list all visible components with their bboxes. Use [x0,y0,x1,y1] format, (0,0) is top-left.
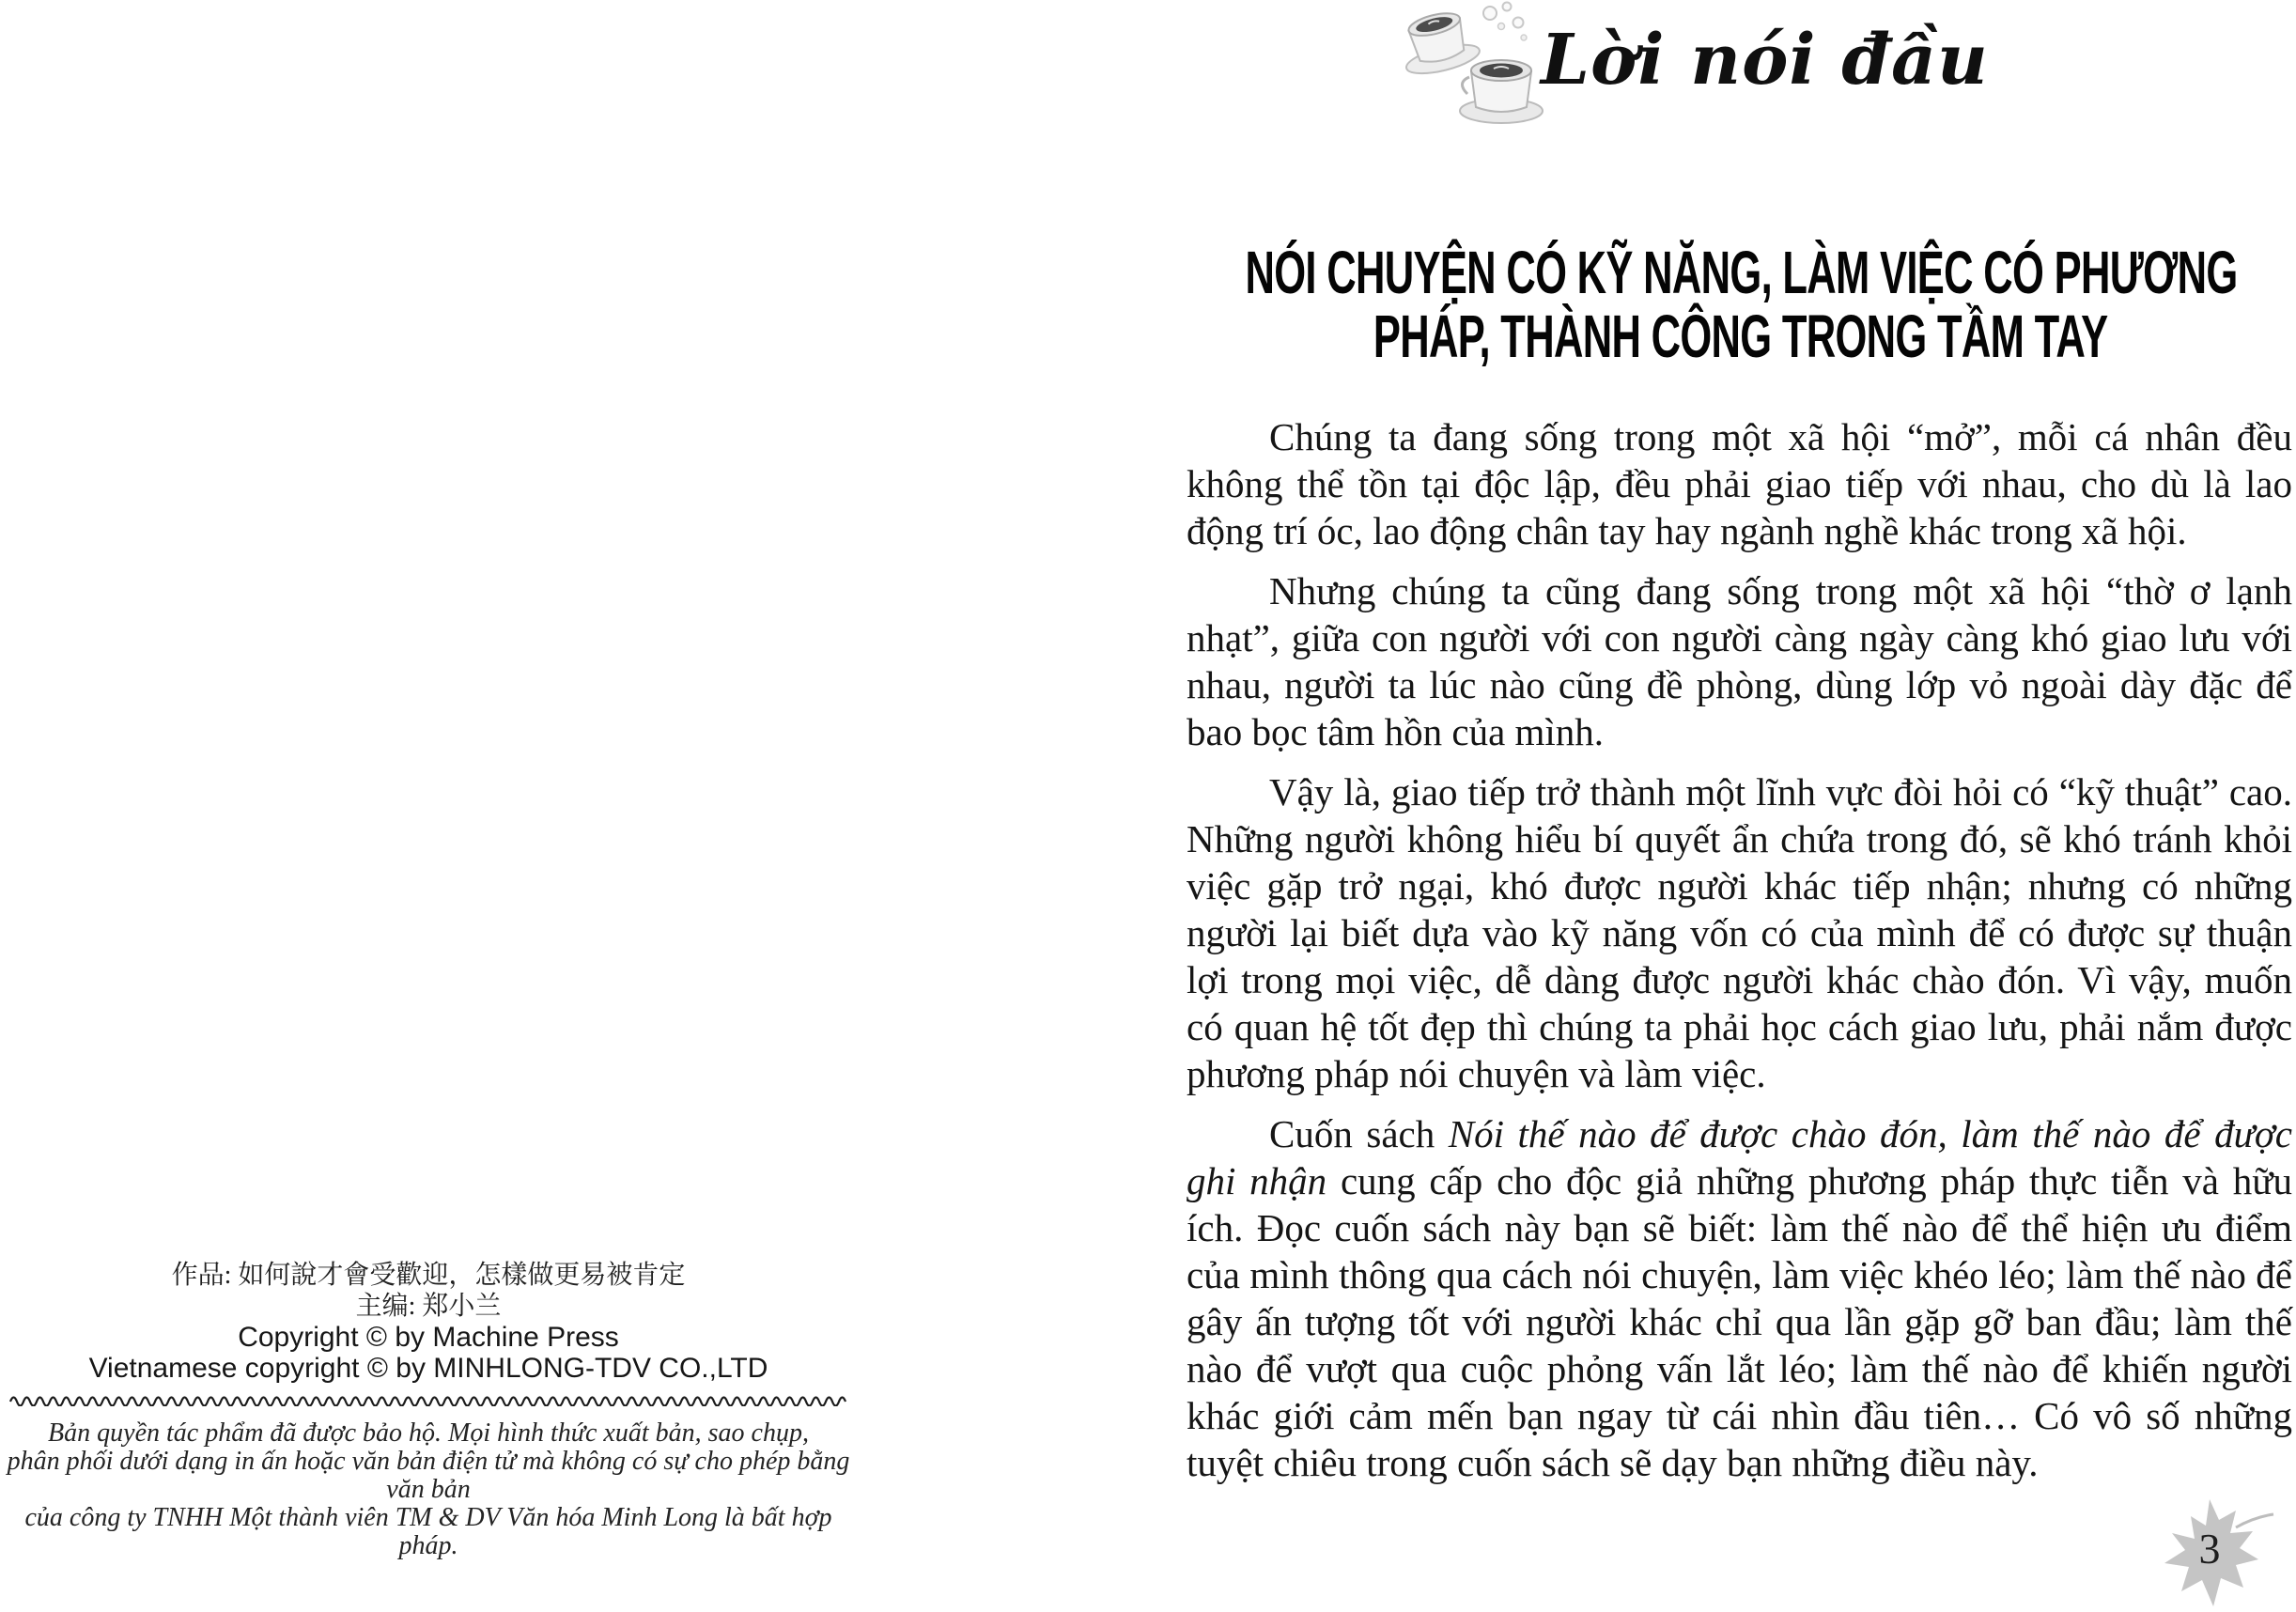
chapter-heading [1187,240,2295,368]
copyright-line: Copyright © by Machine Press [238,1322,619,1353]
wavy-divider-path [10,1398,845,1406]
coffee-cups-icon [1379,0,1548,126]
body-paragraph: Nhưng chúng ta cũng đang sống trong một xã hội “thờ ơ lạnh nhạt”, giữa con người với con người càng ngày càng khó giao lưu với nhau, người ta lúc nào cũng đề phòng, dùng lớp vỏ ngoài dày đặc để bao bọc tâm hồn của mình. [1187,569,2292,753]
wavy-divider [9,1393,847,1406]
referenced-book-title: Nói thế nào để được chào đón, làm thế nào để được ghi nhận [1187,1112,2293,1202]
section-title: Lời nói đầu [1541,20,1989,101]
paragraph-prefix: Cuốn sách [1269,1112,1449,1155]
left-page-copyright-block [0,1260,857,1560]
chapter-heading-line-1: NÓI CHUYỆN CÓ KỸ NĂNG, LÀM VIỆC CÓ PHƯƠNG [1244,239,2238,306]
copyright-notice-line: phân phối dưới dạng in ấn hoặc văn bản điện tử mà không có sự cho phép bằng văn bản [7,1447,850,1504]
body-paragraph [1187,1110,2292,1486]
page-footer-ornament [2153,1496,2275,1612]
preface-body [1187,413,2292,1486]
chapter-heading-line-2: PHÁP, THÀNH CÔNG TRONG TẦM TAY [1373,302,2108,370]
body-paragraph: Chúng ta đang sống trong một xã hội “mở”, mỗi cá nhân đều không thể tồn tại độc lập, đều phải giao tiếp với nhau, cho dù là lao động trí óc, lao động chân tay hay ngành nghề khác trong xã hội. [1187,415,2292,552]
copyright-notice-line: Bản quyền tác phẩm đã được bảo hộ. Mọi hình thức xuất bản, sao chụp, [48,1418,809,1448]
page-number: 3 [2198,1525,2221,1573]
vietnamese-copyright-line: Vietnamese copyright © by MINHLONG-TDV CO.,LTD [88,1353,768,1384]
editor-line: 主编: 郑小兰 [355,1292,502,1321]
paragraph-suffix: cung cấp cho độc giả những phương pháp thực tiễn và hữu ích. Đọc cuốn sách này bạn sẽ biết: làm thế nào để thể hiện ưu điểm của mình thông qua cách nói chuyện, làm việc khéo léo; làm thế nào để gây ấn tượng tốt với người khác chỉ qua lần gặp gỡ ban đầu; làm thế nào để vượt qua cuộc phỏng vấn lắt léo; làm thế nào để khiến người khác giới cảm mến bạn ngay từ cái nhìn đầu tiên… Có vô số những tuyệt chiêu trong cuốn sách sẽ dạy bạn những điều này. [1187,1159,2292,1484]
copyright-notice [0,1419,857,1560]
body-paragraph: Vậy là, giao tiếp trở thành một lĩnh vực đòi hỏi có “kỹ thuật” cao. Những người không hiểu bí quyết ẩn chứa trong đó, sẽ khó tránh khỏi việc gặp trở ngại, khó được người khác tiếp nhận; nhưng có những người lại biết dựa vào kỹ năng vốn có của mình để có được sự thuận lợi trong mọi việc, dễ dàng được người khác chào đón. Vì vậy, muốn có quan hệ tốt đẹp thì chúng ta phải học cách giao lưu, phải nắm được phương pháp nói chuyện và làm việc. [1187,770,2292,1095]
copyright-notice-line: của công ty TNHH Một thành viên TM & DV Văn hóa Minh Long là bất hợp pháp. [24,1503,832,1560]
original-work-line: 作品: 如何說才會受歡迎，怎樣做更易被肯定 [171,1261,686,1290]
